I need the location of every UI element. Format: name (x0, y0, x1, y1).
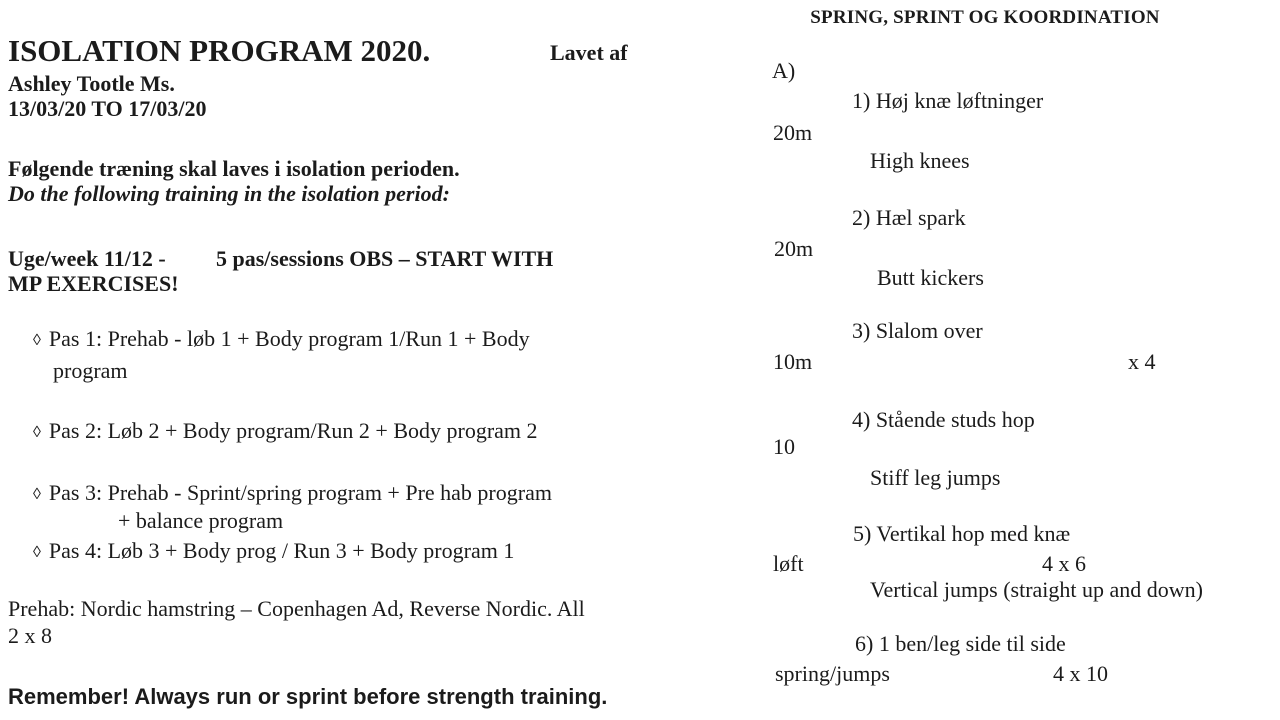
exercise-2-name: 2) Hæl spark (852, 205, 966, 230)
session-1-text: Pas 1: Prehab - løb 1 + Body program 1/Run 1 + Body (48, 326, 530, 351)
doc-title: ISOLATION PROGRAM 2020. (8, 33, 431, 68)
week-note-line2: MP EXERCISES! (8, 271, 179, 296)
exercise-3-distance: 10m (773, 349, 813, 374)
diamond-bullet-icon: ◊ (33, 424, 41, 441)
exercise-5-english: Vertical jumps (straight up and down) (870, 577, 1203, 602)
session-item-1 (33, 326, 530, 351)
diamond-bullet-icon: ◊ (33, 486, 41, 503)
prehab-note-line1: Prehab: Nordic hamstring – Copenhagen Ad, Reverse Nordic. All (8, 596, 585, 621)
session-4-text: Pas 4: Løb 3 + Body prog / Run 3 + Body program 1 (48, 538, 515, 563)
exercise-4-distance: 10 (773, 434, 795, 459)
exercise-5-name: 5) Vertikal hop med knæ (853, 521, 1071, 546)
week-note: 5 pas/sessions OBS – START WITH (216, 246, 554, 271)
intro-english: Do the following training in the isolation period: (8, 181, 450, 206)
section-label: A) (772, 58, 796, 83)
exercise-3-name: 3) Slalom over (852, 318, 983, 343)
exercise-5-reps: 4 x 6 (1042, 551, 1086, 576)
byline-label: Lavet af (550, 40, 628, 65)
session-item-3 (33, 480, 552, 505)
author-name: Ashley Tootle Ms. (8, 71, 175, 96)
exercise-4-english: Stiff leg jumps (870, 465, 1001, 490)
week-label: Uge/week 11/12 - (8, 246, 166, 271)
exercise-1-name: 1) Høj knæ løftninger (852, 88, 1044, 113)
prehab-note-line2: 2 x 8 (8, 623, 52, 648)
exercise-5-distance: løft (773, 551, 804, 576)
session-1-wrap: program (53, 358, 128, 383)
session-2-text: Pas 2: Løb 2 + Body program/Run 2 + Body program 2 (48, 418, 538, 443)
exercise-6-distance: spring/jumps (775, 661, 890, 686)
exercise-1-distance: 20m (773, 120, 813, 145)
session-item-4 (33, 538, 514, 563)
exercise-3-reps: x 4 (1128, 349, 1156, 374)
exercise-2-english: Butt kickers (877, 265, 984, 290)
session-3-text: Pas 3: Prehab - Sprint/spring program + Pre hab program (48, 480, 552, 505)
exercise-6-name: 6) 1 ben/leg side til side (855, 631, 1066, 656)
exercise-2-distance: 20m (774, 236, 814, 261)
diamond-bullet-icon: ◊ (33, 332, 41, 349)
date-range: 13/03/20 TO 17/03/20 (8, 96, 207, 121)
intro-danish: Følgende træning skal laves i isolation perioden. (8, 156, 460, 181)
reminder-note: Remember! Always run or sprint before strength training. (8, 684, 608, 709)
diamond-bullet-icon: ◊ (33, 544, 41, 561)
session-3-wrap: + balance program (118, 508, 284, 533)
session-item-2 (33, 418, 538, 443)
exercise-6-reps: 4 x 10 (1053, 661, 1108, 686)
exercise-1-english: High knees (870, 148, 970, 173)
exercise-4-name: 4) Stående studs hop (852, 407, 1035, 432)
right-column-heading: SPRING, SPRINT OG KOORDINATION (810, 7, 1160, 28)
